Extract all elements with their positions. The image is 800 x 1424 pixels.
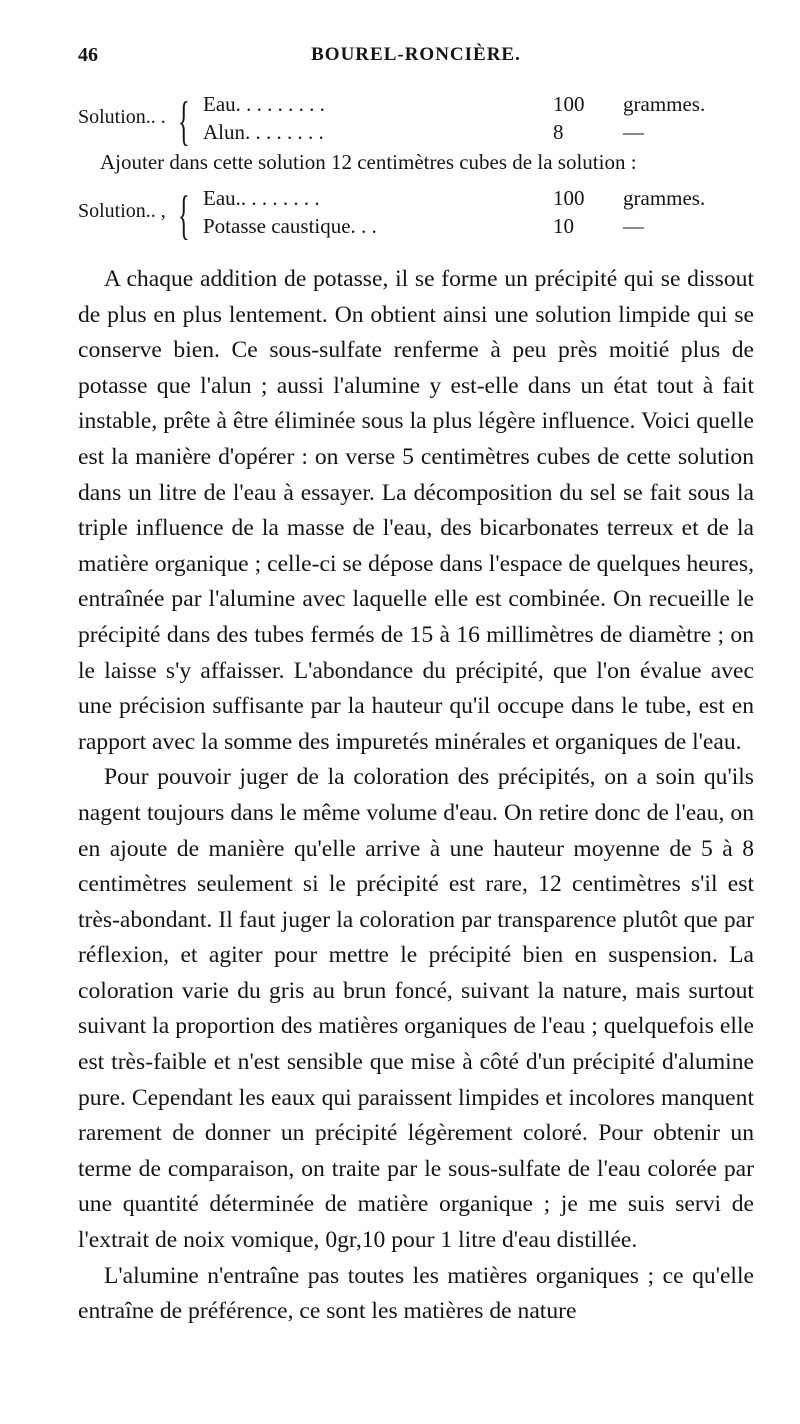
recipe-label: Solution.. . xyxy=(78,106,166,128)
page-number: 46 xyxy=(78,44,98,66)
ingredient-unit: grammes. xyxy=(623,186,706,210)
instruction-line: Ajouter dans cette solution 12 centimètres cubes de la solution : xyxy=(100,150,637,174)
ingredient-name: Alun. . . . . . . . xyxy=(203,120,324,144)
recipe-potash-solution xyxy=(78,186,758,244)
ingredient-name: Eau.. . . . . . . . xyxy=(203,186,320,210)
paragraph: A chaque addition de potasse, il se forme un précipité qui se dissout de plus en plus lentement. On obtient ainsi une solution limpide qui se conserve bien. Ce sous-sulfate renferme à peu près moitié plus de potasse que l'alun ; aussi l'alumine y est-elle dans un état tout à fait instable, prête à être éliminée sous la plus légère influence. Voici quelle est la manière d'opérer : on verse 5 centimètres cubes de cette solution dans un litre de l'eau à essayer. La décomposition du sel se fait sous la triple influence de la masse de l'eau, des bicarbonates terreux et de la matière organique ; celle-ci se dépose dans l'espace de quelques heures, entraînée par l'alumine avec laquelle elle est combinée. On recueille le précipité dans des tubes fermés de 15 à 16 millimètres de diamètre ; on le laisse s'y affaisser. L'abondance du précipité, que l'on évalue avec une précision suffisante par la hauteur qu'il occupe dans le tube, est en rapport avec la somme des impuretés minérales et organiques de l'eau. xyxy=(78,266,754,755)
ingredient-unit: — xyxy=(623,214,644,238)
ingredient-quantity: 100 xyxy=(553,92,585,116)
recipe-alum-solution xyxy=(78,91,758,151)
ingredient-quantity: 8 xyxy=(553,120,564,144)
running-head: BOUREL-RONCIÈRE. xyxy=(311,44,521,65)
ingredient-name: Eau. . . . . . . . . xyxy=(203,92,325,116)
body-text xyxy=(78,262,754,1330)
paragraph: Pour pouvoir juger de la coloration des précipités, on a soin qu'ils nagent toujours dans le même volume d'eau. On retire donc de l'eau, on en ajoute de manière qu'elle arrive à une hauteur moyenne de 5 à 8 centimètres seulement si le précipité est rare, 12 centimètres s'il est très-abondant. Il faut juger la coloration par transparence plutôt que par réflexion, et agiter pour mettre le précipité bien en suspension. La coloration varie du gris au brun foncé, suivant la nature, mais surtout suivant la proportion des matières organiques de l'eau ; quelquefois elle est très-faible et n'est sensible que mise à côté d'un précipité d'alumine pure. Cependant les eaux qui paraissent limpides et incolores manquent rarement de donner un précipité légèrement coloré. Pour obtenir un terme de comparaison, on traite par le sous-sulfate de l'eau colorée par une quantité déterminée de matière organique ; je me suis servi de l'extrait de noix vomique, 0gr,10 pour 1 litre d'eau distillée. xyxy=(78,764,754,1254)
ingredient-unit: — xyxy=(623,120,644,144)
ingredient-unit: grammes. xyxy=(623,92,706,116)
ingredient-name: Potasse caustique. . . xyxy=(203,214,377,238)
page-header xyxy=(78,44,754,78)
brace-glyph: { xyxy=(178,91,190,151)
recipe-row xyxy=(203,214,763,244)
brace-glyph: { xyxy=(178,185,190,245)
recipe-label: Solution.. , xyxy=(78,200,166,222)
ingredient-quantity: 100 xyxy=(553,186,585,210)
recipe-row xyxy=(203,92,763,122)
ingredient-quantity: 10 xyxy=(553,214,574,238)
paragraph: L'alumine n'entraîne pas toutes les matières organiques ; ce qu'elle entraîne de préférence, ce sont les matières de nature xyxy=(78,1262,754,1325)
recipe-row xyxy=(203,120,763,150)
recipe-row xyxy=(203,186,763,216)
